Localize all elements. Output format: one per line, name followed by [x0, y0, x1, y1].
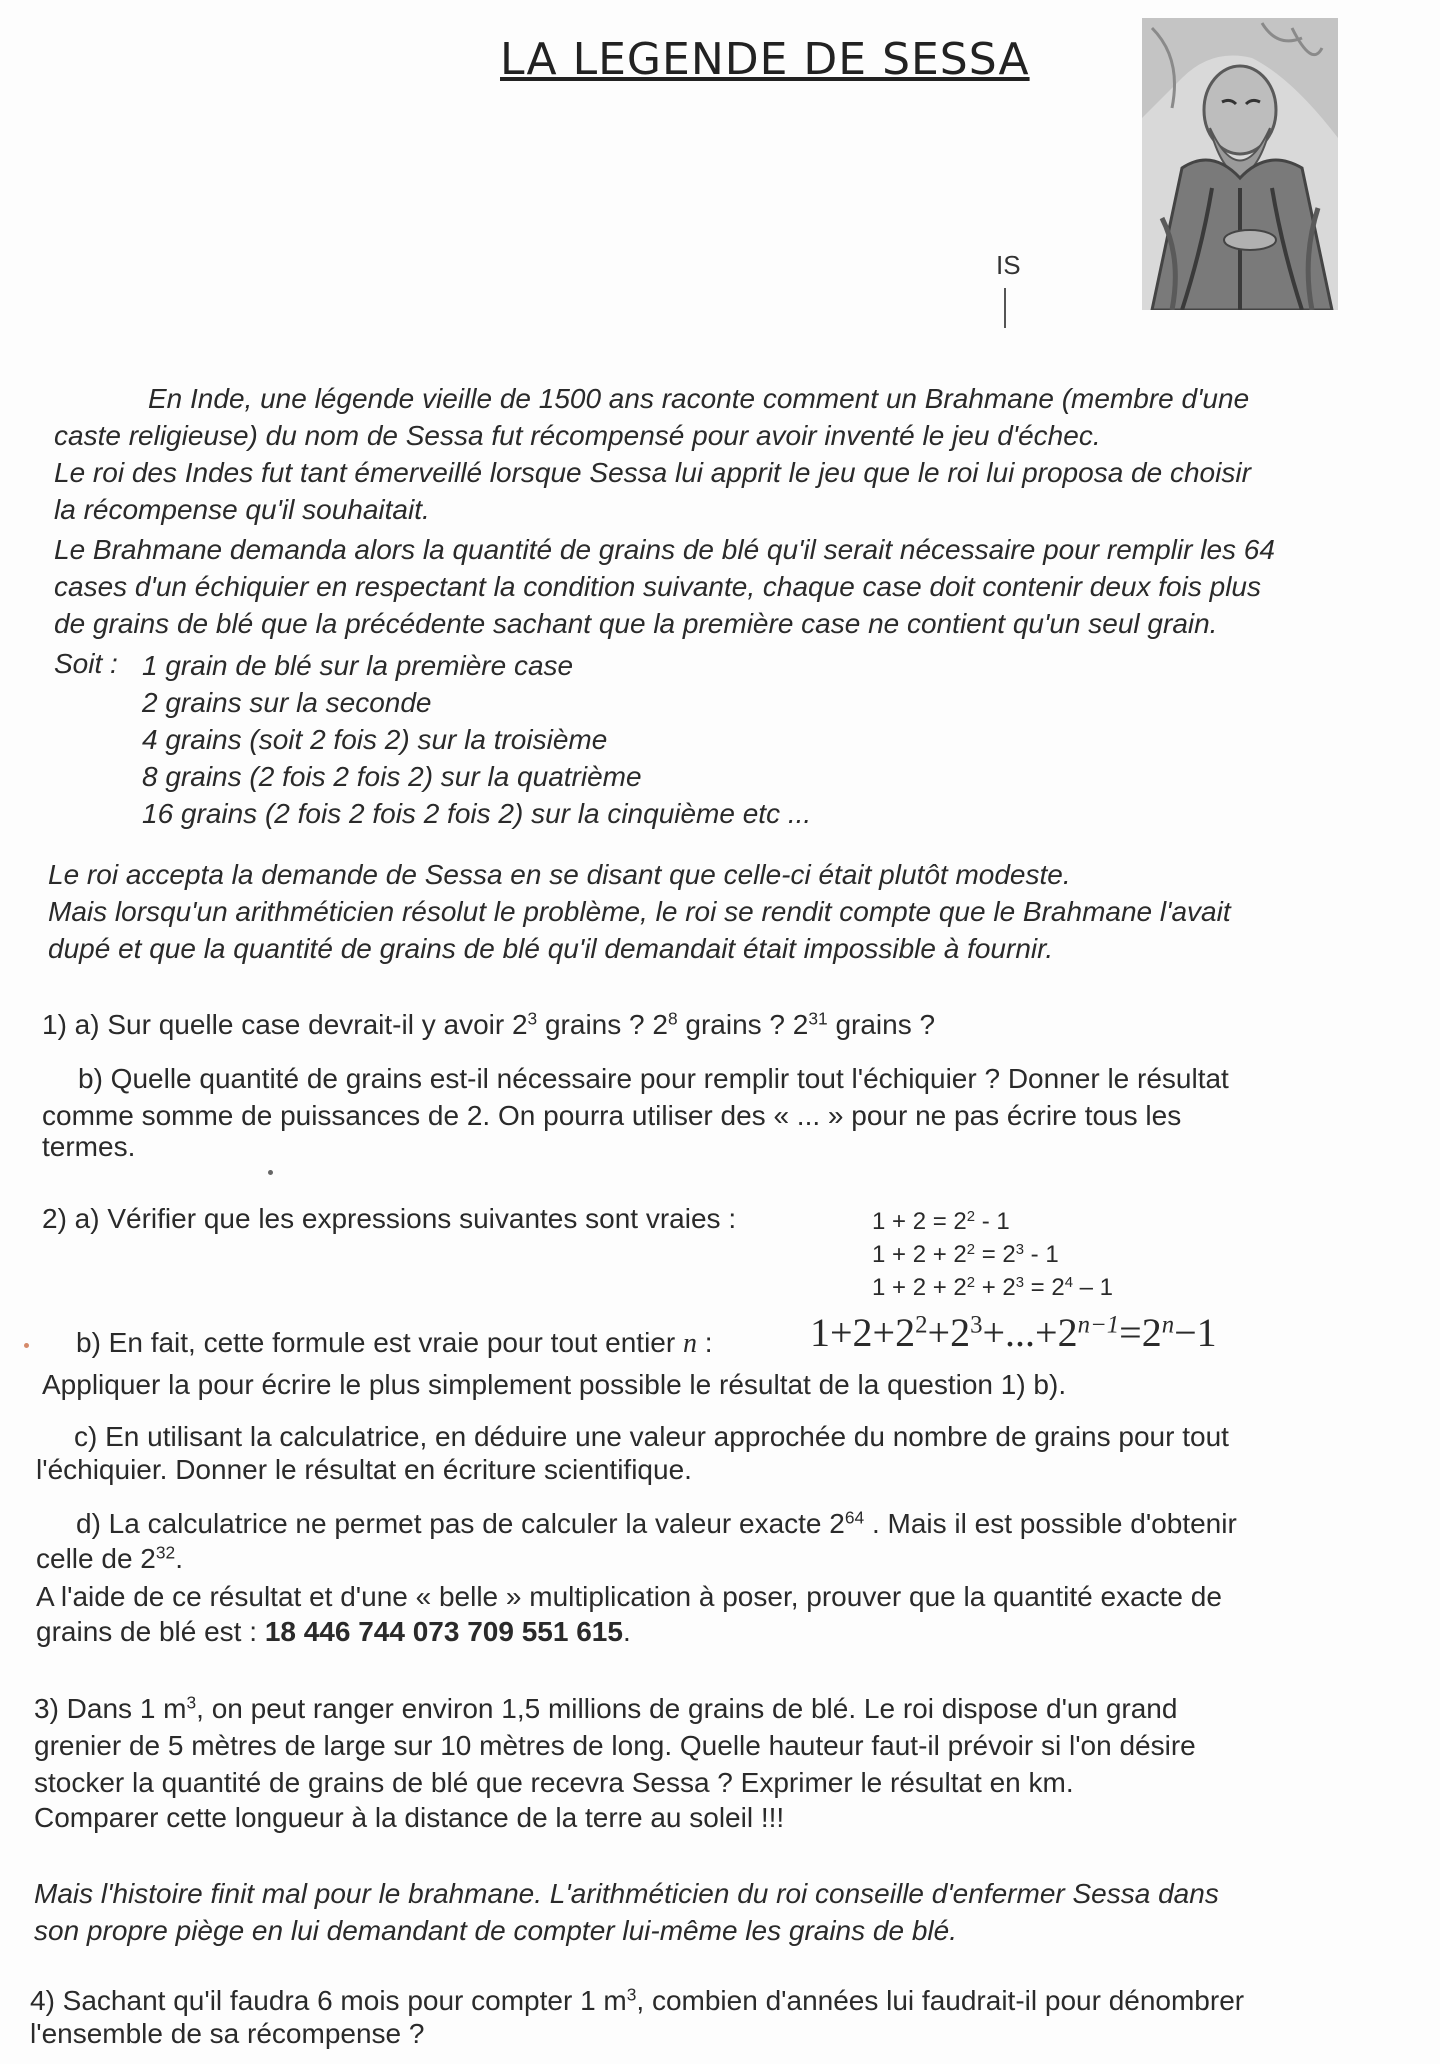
- intro-line-7: de grains de blé que la précédente sachant que la première case ne contient qu'un seul grain.: [54, 608, 1218, 639]
- soit-item-2: 2 grains sur la seconde: [142, 687, 432, 718]
- stray-dot: [24, 1343, 29, 1348]
- q2b-formula: $1+2+2^2+2^3+...+2^{n-1}=2^n-1$: [810, 1310, 1217, 1355]
- story2-line-1: Le roi accepta la demande de Sessa en se disant que celle-ci était plutôt modeste.: [48, 859, 1071, 890]
- sessa-portrait-illustration: [1142, 18, 1338, 310]
- q1b-line-2: comme somme de puissances de 2. On pourra utiliser des « ... » pour ne pas écrire tous les: [42, 1100, 1182, 1131]
- soit-label: Soit :: [54, 648, 118, 679]
- equation-1: $1 + 2 = 2^2 - 1$: [872, 1208, 1010, 1235]
- q2b-line-2: Appliquer la pour écrire le plus simplement possible le résultat de la question 1) b).: [42, 1369, 1067, 1400]
- q4-line-2: l'ensemble de sa récompense ?: [30, 2018, 425, 2049]
- q2c-line-2: l'échiquier. Donner le résultat en écriture scientifique.: [36, 1454, 692, 1485]
- q2d-line-1: d) La calculatrice ne permet pas de calculer la valeur exacte $2^{64}$ . Mais il est possible d'obtenir: [76, 1507, 1237, 1539]
- q2d-line-3: A l'aide de ce résultat et d'une « belle » multiplication à poser, prouver que la quantité exacte de: [36, 1581, 1222, 1612]
- q2a-line: 2) a) Vérifier que les expressions suivantes sont vraies :: [42, 1203, 737, 1234]
- story2-line-2: Mais lorsqu'un arithméticien résolut le problème, le roi se rendit compte que le Brahmane l'avait: [48, 896, 1231, 927]
- intro-line-1: En Inde, une légende vieille de 1500 ans raconte comment un Brahmane (membre d'une: [148, 383, 1250, 414]
- intro-line-6: cases d'un échiquier en respectant la condition suivante, chaque case doit contenir deux fois plus: [54, 571, 1261, 602]
- intro-line-4: la récompense qu'il souhaitait.: [54, 494, 430, 525]
- q3-line-4: Comparer cette longueur à la distance de la terre au soleil !!!: [34, 1802, 785, 1833]
- q2d-line-4: grains de blé est : 18 446 744 073 709 551 615.: [36, 1616, 631, 1647]
- equation-2: $1 + 2 + 2^2 = 2^3 - 1$: [872, 1241, 1059, 1268]
- q1b-line-1: b) Quelle quantité de grains est-il nécessaire pour remplir tout l'échiquier ? Donner le résultat: [78, 1063, 1229, 1094]
- soit-item-3: 4 grains (soit 2 fois 2) sur la troisième: [142, 724, 608, 755]
- q3-line-2: grenier de 5 mètres de large sur 10 mètres de long. Quelle hauteur faut-il prévoir si l'on désire: [34, 1730, 1196, 1761]
- q3-line-1: 3) Dans 1 $m^3$, on peut ranger environ 1,5 millions de grains de blé. Le roi dispose d'un grand: [34, 1692, 1178, 1724]
- q4-line-1: 4) Sachant qu'il faudra 6 mois pour compter 1 $m^3$, combien d'années lui faudrait-il pour dénombrer: [30, 1984, 1245, 2016]
- intro-line-2: caste religieuse) du nom de Sessa fut récompensé pour avoir inventé le jeu d'échec.: [54, 420, 1101, 451]
- q1a-line: 1) a) Sur quelle case devrait-il y avoir $2^3$ grains ? $2^8$ grains ? $2^{31}$ grains ?: [42, 1008, 936, 1040]
- q2d-line-2: celle de $2^{32}$.: [36, 1542, 183, 1574]
- page-title: LA LEGENDE DE SESSA: [500, 34, 1030, 85]
- q2b-line-1: b) En fait, cette formule est vraie pour tout entier n :: [76, 1327, 713, 1359]
- q1b-line-3: termes.: [42, 1131, 136, 1162]
- soit-item-5: 16 grains (2 fois 2 fois 2 fois 2) sur la cinquième etc ...: [142, 798, 812, 829]
- q2-equations: [872, 1205, 1113, 1304]
- story3-line-1: Mais l'histoire finit mal pour le brahmane. L'arithméticien du roi conseille d'enfermer Sessa dans: [34, 1878, 1219, 1909]
- q3-line-3: stocker la quantité de grains de blé que recevra Sessa ? Exprimer le résultat en km.: [34, 1767, 1074, 1798]
- story3-line-2: son propre piège en lui demandant de compter lui-même les grains de blé.: [34, 1915, 957, 1946]
- intro-line-3: Le roi des Indes fut tant émerveillé lorsque Sessa lui apprit le jeu que le roi lui proposa de choisir: [54, 457, 1251, 488]
- soit-item-1: 1 grain de blé sur la première case: [142, 650, 574, 681]
- stray-text-fragment: IS: [996, 250, 1021, 280]
- equation-3: $1 + 2 + 2^2 + 2^3 = 2^4 - 1$: [872, 1274, 1114, 1301]
- q2c-line-1: c) En utilisant la calculatrice, en déduire une valeur approchée du nombre de grains pour tout: [74, 1421, 1229, 1452]
- stray-dot: [268, 1170, 273, 1175]
- intro-line-5: Le Brahmane demanda alors la quantité de grains de blé qu'il serait nécessaire pour remplir les 64: [54, 534, 1275, 565]
- soit-item-4: 8 grains (2 fois 2 fois 2) sur la quatrième: [142, 761, 642, 792]
- exact-grain-count: 18 446 744 073 709 551 615: [264, 1616, 623, 1647]
- stray-line-mark: [1004, 288, 1006, 328]
- story2-line-3: dupé et que la quantité de grains de blé qu'il demandait était impossible à fournir.: [48, 933, 1054, 964]
